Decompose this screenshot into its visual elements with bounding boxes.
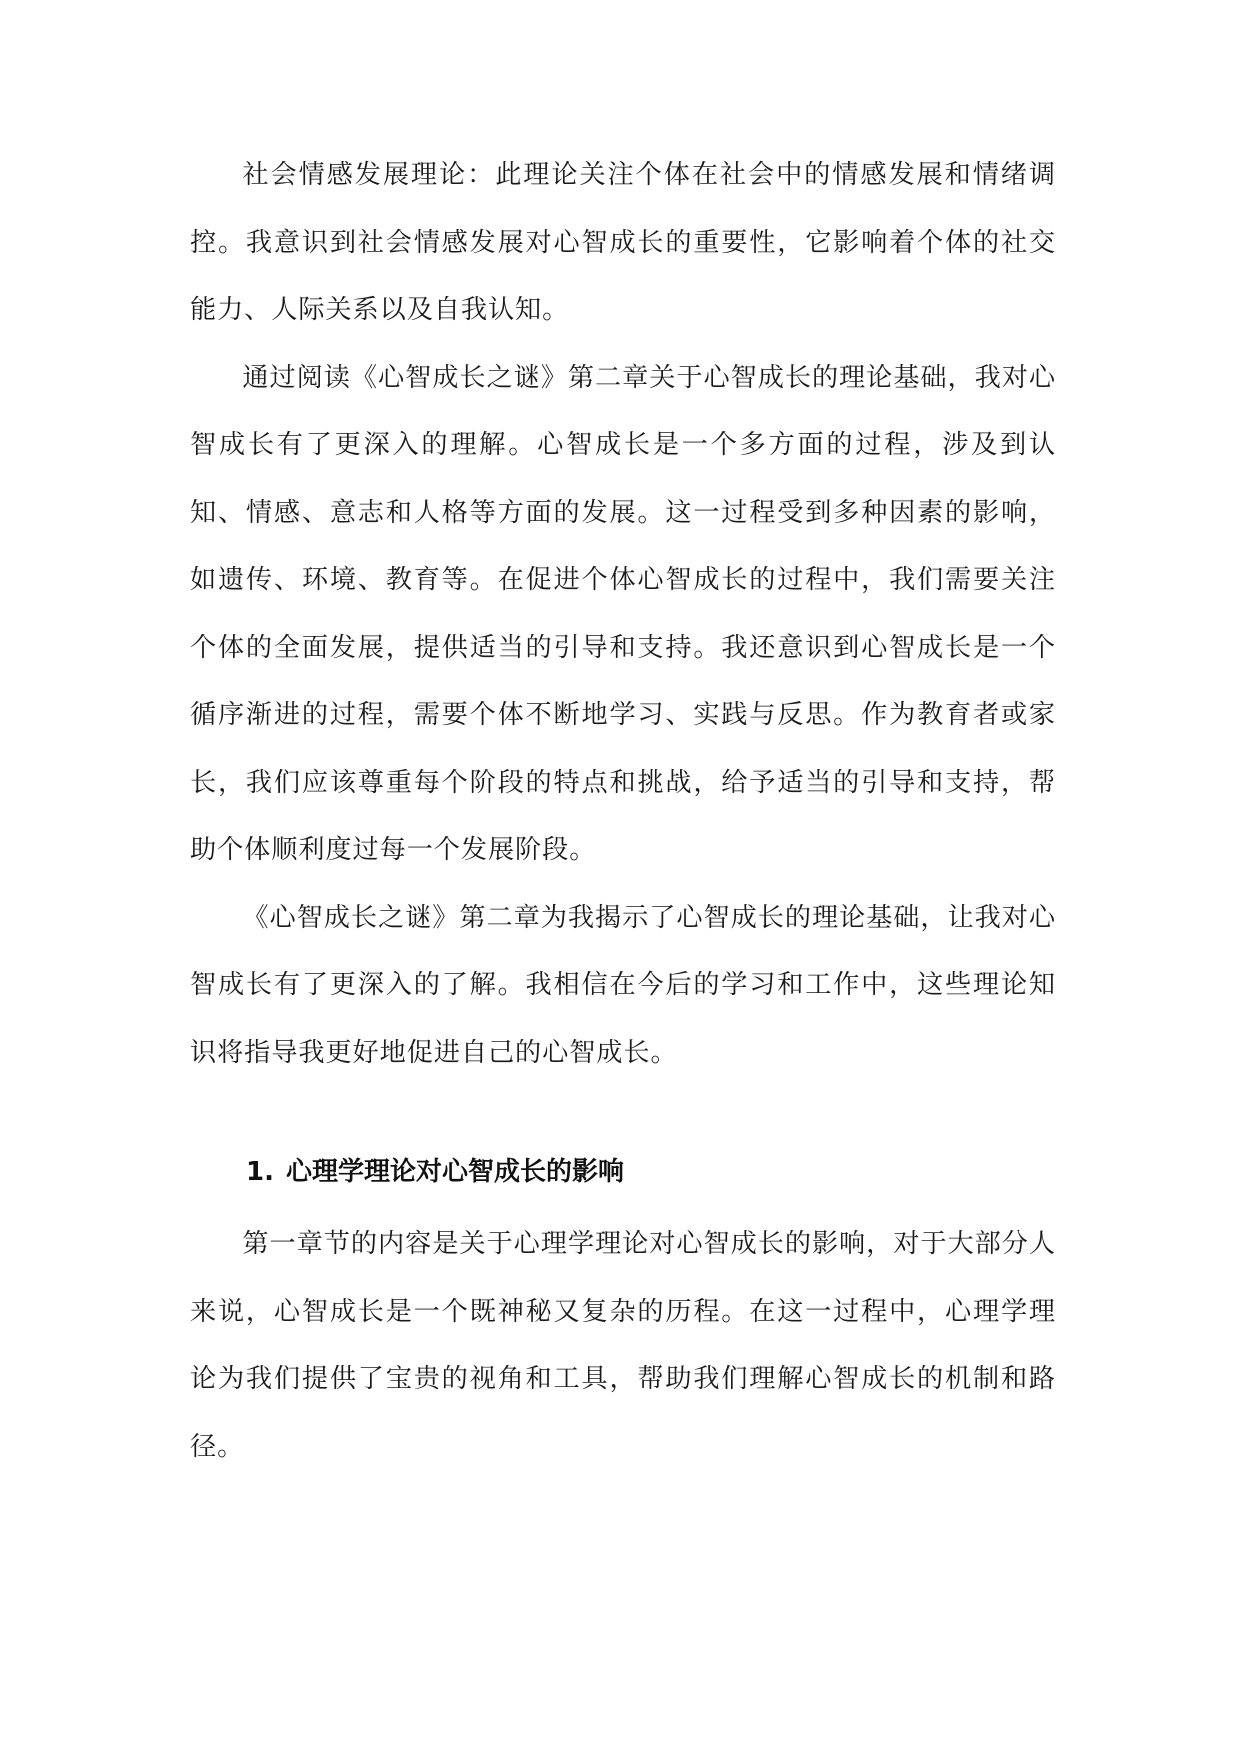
section-heading bbox=[190, 1141, 1056, 1203]
paragraph-chapter-two-reflection: 通过阅读《心智成长之谜》第二章关于心智成长的理论基础，我对心智成长有了更深入的理解。心智成长是一个多方面的过程，涉及到认知、情感、意志和人格等方面的发展。这一过程受到多种因素的影响，如遗传、环境、教育等。在促进个体心智成长的过程中，我们需要关注个体的全面发展，提供适当的引导和支持。我还意识到心智成长是一个循序渐进的过程，需要个体不断地学习、实践与反思。作为教育者或家长，我们应该尊重每个阶段的特点和挑战，给予适当的引导和支持，帮助个体顺利度过每一个发展阶段。 bbox=[190, 362, 1056, 865]
paragraph-social-emotional-theory: 社会情感发展理论：此理论关注个体在社会中的情感发展和情绪调控。我意识到社会情感发展对心智成长的重要性，它影响着个体的社交能力、人际关系以及自我认知。 bbox=[190, 160, 1056, 325]
document-body bbox=[190, 142, 1056, 1481]
section-number: 1. bbox=[246, 1157, 274, 1187]
paragraph-psychology-theory-intro: 第一章节的内容是关于心理学理论对心智成长的影响，对于大部分人来说，心智成长是一个既神秘又复杂的历程。在这一过程中，心理学理论为我们提供了宝贵的视角和工具，帮助我们理解心智成长的机制和路径。 bbox=[190, 1229, 1056, 1462]
paragraph-chapter-two-summary: 《心智成长之谜》第二章为我揭示了心智成长的理论基础，让我对心智成长有了更深入的了解。我相信在今后的学习和工作中，这些理论知识将指导我更好地促进自己的心智成长。 bbox=[190, 902, 1056, 1068]
section-title: 心理学理论对心智成长的影响 bbox=[286, 1157, 625, 1187]
